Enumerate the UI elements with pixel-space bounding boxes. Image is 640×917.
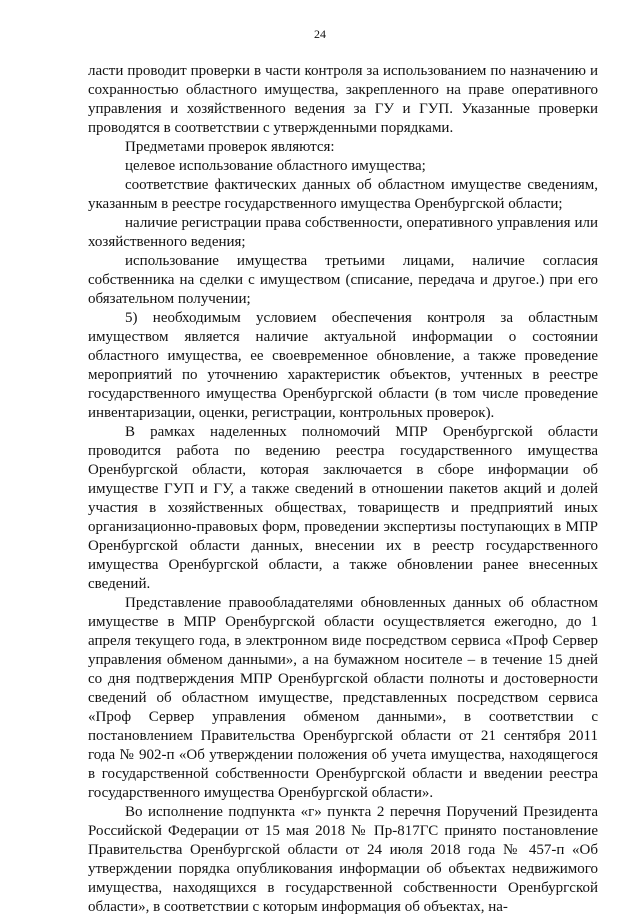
paragraph: Во исполнение подпункта «г» пункта 2 перечня Поручений Президента Российской Федерации от 15 мая 2018 № Пр-817ГС принято постановление Правительства Оренбургской области от 24 июля 2018 года № 457-п «Об утверждении порядка опубликования информации об объектах недвижимого имущества, находящихся в государственной собственности Оренбургской области», в соответствии с которым информация об объектах, на- bbox=[88, 804, 598, 915]
paragraph: Предметами проверок являются: bbox=[125, 139, 335, 155]
paragraph: использование имущества третьими лицами, наличие согласия собственника на сделки с имуществом (списание, передача и другое.) при его обязательном получении; bbox=[88, 253, 598, 307]
paragraph: 5) необходимым условием обеспечения контроля за областным имуществом является наличие актуальной информации о состоянии областного имущества, ее своевременное обновление, а также проведение мероприятий по уточнению характеристик объектов, учтенных в реестре государственного имущества Оренбургской области (в том числе проведение инвентаризации, оценки, регистрации, контрольных проверок). bbox=[88, 310, 598, 421]
paragraph: Представление правообладателями обновленных данных об областном имуществе в МПР Оренбургской области осуществляется ежегодно, до 1 апреля текущего года, в электронном виде посредством сервиса «Проф Сервер управления обменом данными», а на бумажном носителе – в течение 15 дней со дня подтверждения МПР Оренбургской области полноты и достоверности сведений об областном имуществе, представленных посредством сервиса «Проф Сервер управления обменом данными», в соответствии с постановлением Правительства Оренбургской области от 21 сентября 2011 года № 902-п «Об утверждении положения об учета имущества, находящегося в государственной собственности Оренбургской области и введении реестра государственного имущества Оренбургской области». bbox=[88, 595, 598, 801]
paragraph: ласти проводит проверки в части контроля за использованием по назначению и сохранностью областного имущества, закрепленного на праве оперативного управления и хозяйственного ведения за ГУ и ГУП. Указанные проверки проводятся в соответствии с утвержденными порядками. bbox=[88, 63, 598, 136]
document-body bbox=[88, 62, 598, 917]
paragraph: целевое использование областного имущества; bbox=[125, 158, 426, 174]
paragraph: В рамках наделенных полномочий МПР Оренбургской области проводится работа по ведению реестра государственного имущества Оренбургской области, которая заключается в сборе информации об имуществе ГУП и ГУ, а также сведений в отношении пакетов акций и долей участия в хозяйственных обществах, товариществ и предприятий иных организационно-правовых форм, проведении экспертизы поступающих в МПР Оренбургской области данных, внесении их в реестр государственного имущества Оренбургской области, а также обновлении ранее внесенных сведений. bbox=[88, 424, 598, 592]
paragraph: наличие регистрации права собственности, оперативного управления или хозяйственного ведения; bbox=[88, 215, 598, 250]
page-number: 24 bbox=[314, 27, 326, 41]
paragraph: соответствие фактических данных об областном имуществе сведениям, указанным в реестре государственного имущества Оренбургской области; bbox=[88, 177, 598, 212]
